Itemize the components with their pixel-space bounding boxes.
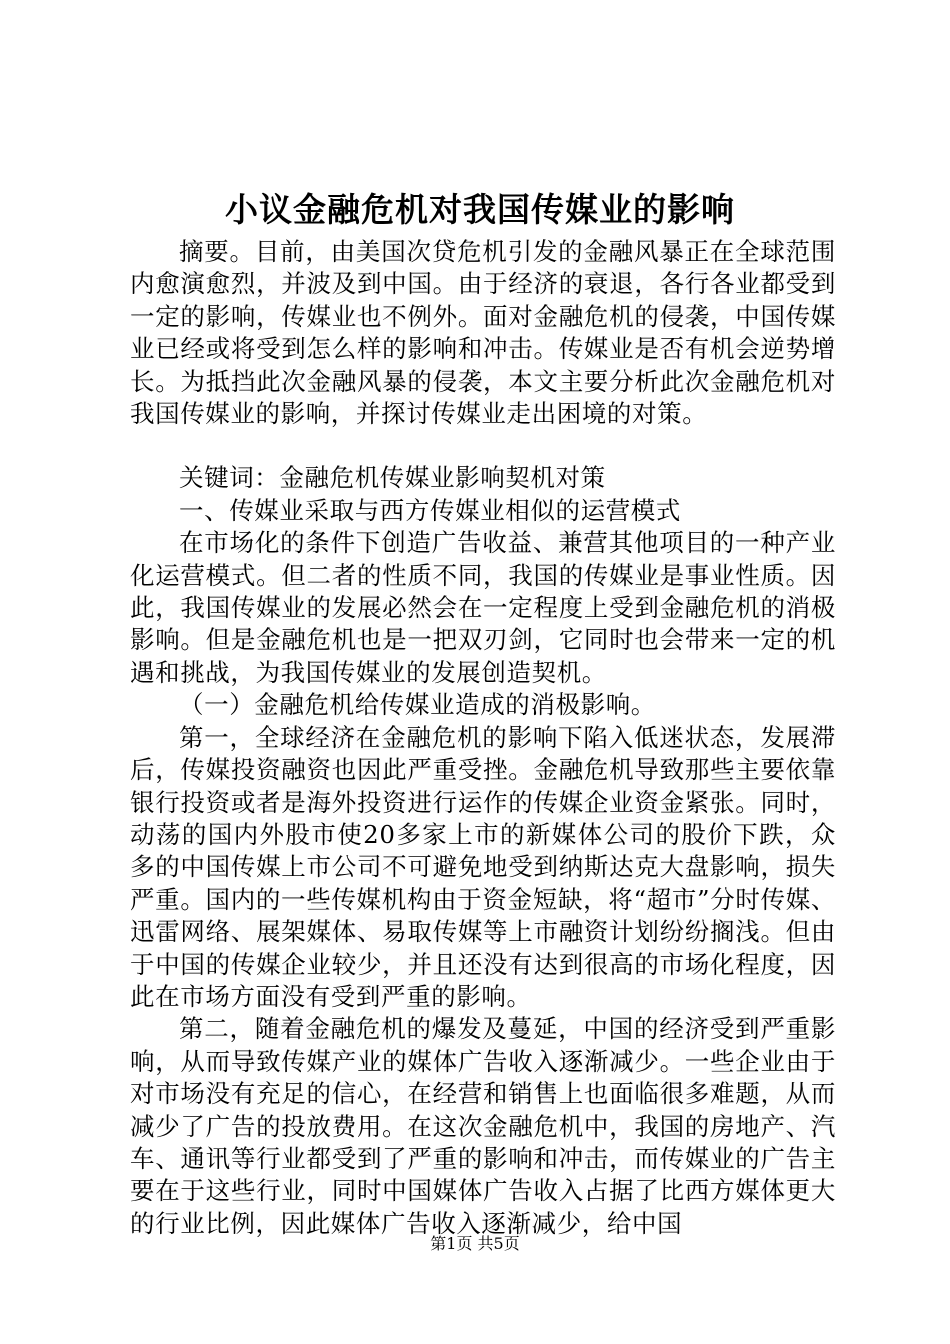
abstract-paragraph: 摘要。目前，由美国次贷危机引发的金融风暴正在全球范围内愈演愈烈，并波及到中国。由于经济的衰退，各行各业都受到一定的影响，传媒业也不例外。面对金融危机的侵袭，中国传媒业已经或将受到怎么样的影响和冲击。传媒业是否有机会逆势增长。为抵挡此次金融风暴的侵袭，本文主要分析此次金融危机对我国传媒业的影响，并探讨传媒业走出困境的对策。 bbox=[130, 237, 836, 429]
subsection-heading-1: （一）金融危机给传媒业造成的消极影响。 bbox=[179, 690, 656, 720]
body-paragraph: 在市场化的条件下创造广告收益、兼营其他项目的一种产业化运营模式。但二者的性质不同，我国的传媒业是事业性质。因此，我国传媒业的发展必然会在一定程度上受到金融危机的消极影响。但是金融危机也是一把双刃剑，它同时也会带来一定的机遇和挑战，为我国传媒业的发展创造契机。 bbox=[130, 528, 836, 687]
keywords-line: 关键词：金融危机传媒业影响契机对策 bbox=[179, 463, 606, 493]
document-body bbox=[130, 236, 836, 1240]
body-paragraph: 第二，随着金融危机的爆发及蔓延，中国的经济受到严重影响，从而导致传媒产业的媒体广告收入逐渐减少。一些企业由于对市场没有充足的信心，在经营和销售上也面临很多难题，从而减少了广告的投放费用。在这次金融危机中，我国的房地产、汽车、通讯等行业都受到了严重的影响和冲击，而传媒业的广告主要在于这些行业，同时中国媒体广告收入占据了比西方媒体更大的行业比例，因此媒体广告收入逐渐减少，给中国 bbox=[130, 1014, 836, 1238]
body-paragraph: 第一，全球经济在金融危机的影响下陷入低迷状态，发展滞后，传媒投资融资也因此严重受挫。金融危机导致那些主要依靠银行投资或者是海外投资进行运作的传媒企业资金紧张。同时，动荡的国内外股市使20多家上市的新媒体公司的股价下跌，众多的中国传媒上市公司不可避免地受到纳斯达克大盘影响，损失严重。国内的一些传媒机构由于资金短缺，将“超市”分时传媒、迅雷网络、展架媒体、易取传媒等上市融资计划纷纷搁浅。但由于中国的传媒企业较少，并且还没有达到很高的市场化程度，因此在市场方面没有受到严重的影响。 bbox=[130, 722, 836, 1011]
document-title: 小议金融危机对我国传媒业的影响 bbox=[225, 190, 735, 229]
page-number-footer: 第1页 共5页 bbox=[430, 1234, 520, 1253]
section-heading-1: 一、传媒业采取与西方传媒业相似的运营模式 bbox=[179, 495, 681, 525]
